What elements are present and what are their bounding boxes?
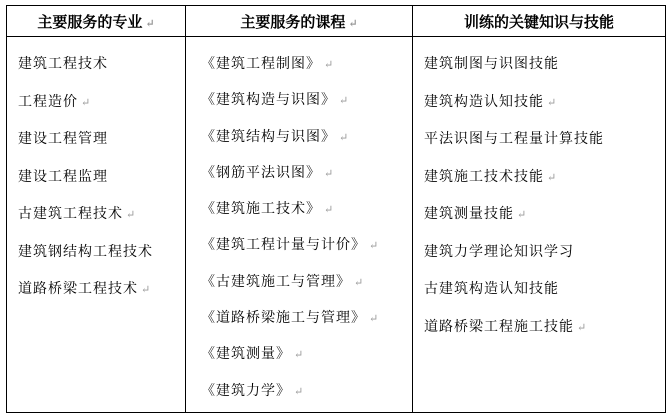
course-item [201, 155, 411, 191]
skill-item-text: 建筑施工技术技能 [424, 168, 544, 185]
paragraph-mark-icon: ↵ [81, 95, 91, 109]
courses-list [187, 38, 411, 409]
skill-item [424, 46, 664, 84]
paragraph-mark-icon: ↵ [145, 16, 155, 30]
course-item-text: 《建筑施工技术》 [201, 201, 321, 218]
major-item-text: 道路桥梁工程技术 [18, 281, 138, 297]
paragraph-mark-icon: ↵ [354, 275, 364, 289]
course-item-text: 《建筑构造与识图》 [201, 92, 336, 109]
paragraph-mark-icon: ↵ [126, 208, 136, 221]
services-table [6, 5, 666, 413]
major-item [18, 46, 184, 84]
major-item [18, 121, 184, 159]
skill-item-text: 建筑构造认知技能 [424, 93, 544, 110]
skill-item [424, 196, 664, 234]
course-item [201, 227, 411, 263]
paragraph-mark-icon: ↵ [339, 130, 349, 144]
skill-item-text: 建筑力学理论知识学习 [424, 243, 574, 260]
paragraph-mark-icon: ↵ [294, 384, 304, 398]
course-item [201, 300, 411, 336]
major-item-text: 工程造价 [18, 93, 78, 110]
header-courses: 主要服务的课程 ↵ [186, 6, 413, 37]
major-item-text: 建筑钢结构工程技术 [18, 243, 153, 260]
major-item [18, 84, 184, 122]
major-item [18, 159, 184, 197]
skill-item [424, 271, 664, 309]
paragraph-mark-icon: ↵ [348, 16, 358, 30]
skill-item-text: 建筑测量技能 [424, 206, 514, 222]
course-item-text: 《建筑结构与识图》 [201, 128, 336, 145]
course-item-text: 《建筑力学》 [201, 382, 291, 399]
skills-cell [413, 37, 666, 413]
paragraph-mark-icon: ↵ [324, 58, 334, 71]
paragraph-mark-icon: ↵ [369, 239, 379, 253]
skill-item-text: 古建筑构造认知技能 [424, 281, 559, 297]
majors-cell [7, 37, 186, 413]
paragraph-mark-icon: ↵ [369, 312, 379, 326]
courses-cell [186, 37, 413, 413]
course-item [201, 264, 411, 300]
major-item-text: 建设工程监理 [18, 168, 108, 185]
majors-list [8, 38, 184, 309]
course-item-text: 《建筑测量》 [201, 346, 291, 363]
paragraph-mark-icon: ↵ [339, 94, 349, 108]
body-row [7, 37, 666, 413]
paragraph-mark-icon: ↵ [324, 203, 334, 217]
header-majors: 主要服务的专业 ↵ [7, 6, 186, 37]
course-item [201, 191, 411, 227]
paragraph-mark-icon: ↵ [547, 170, 557, 184]
course-item-text: 《建筑工程计量与计价》 [201, 237, 366, 254]
paragraph-mark-icon: ↵ [141, 283, 151, 296]
major-item [18, 234, 184, 272]
paragraph-mark-icon: ↵ [577, 320, 587, 334]
course-item [201, 46, 411, 82]
paragraph-mark-icon: ↵ [517, 208, 527, 221]
skill-item [424, 159, 664, 197]
course-item-text: 《钢筋平法识图》 [201, 164, 321, 181]
paragraph-mark-icon: ↵ [294, 348, 304, 362]
skill-item [424, 121, 664, 159]
course-item [201, 373, 411, 409]
skills-list [414, 38, 664, 346]
skill-item [424, 234, 664, 272]
course-item [201, 119, 411, 155]
course-item-text: 《建筑工程制图》 [201, 56, 321, 72]
course-item-text: 《古建筑施工与管理》 [201, 273, 351, 290]
skill-item [424, 309, 664, 347]
skill-item [424, 84, 664, 122]
major-item [18, 196, 184, 234]
course-item [201, 336, 411, 372]
header-skills: 训练的关键知识与技能 [413, 6, 666, 37]
major-item-text: 建设工程管理 [18, 131, 108, 147]
skill-item-text: 平法识图与工程量计算技能 [424, 131, 604, 147]
course-item [201, 82, 411, 118]
skill-item-text: 建筑制图与识图技能 [424, 56, 559, 72]
paragraph-mark-icon: ↵ [547, 95, 557, 109]
major-item-text: 古建筑工程技术 [18, 206, 123, 222]
major-item [18, 271, 184, 309]
course-item-text: 《道路桥梁施工与管理》 [201, 310, 366, 327]
major-item-text: 建筑工程技术 [18, 56, 108, 72]
header-row [7, 6, 666, 37]
paragraph-mark-icon: ↵ [324, 166, 334, 180]
skill-item-text: 道路桥梁工程施工技能 [424, 318, 574, 335]
